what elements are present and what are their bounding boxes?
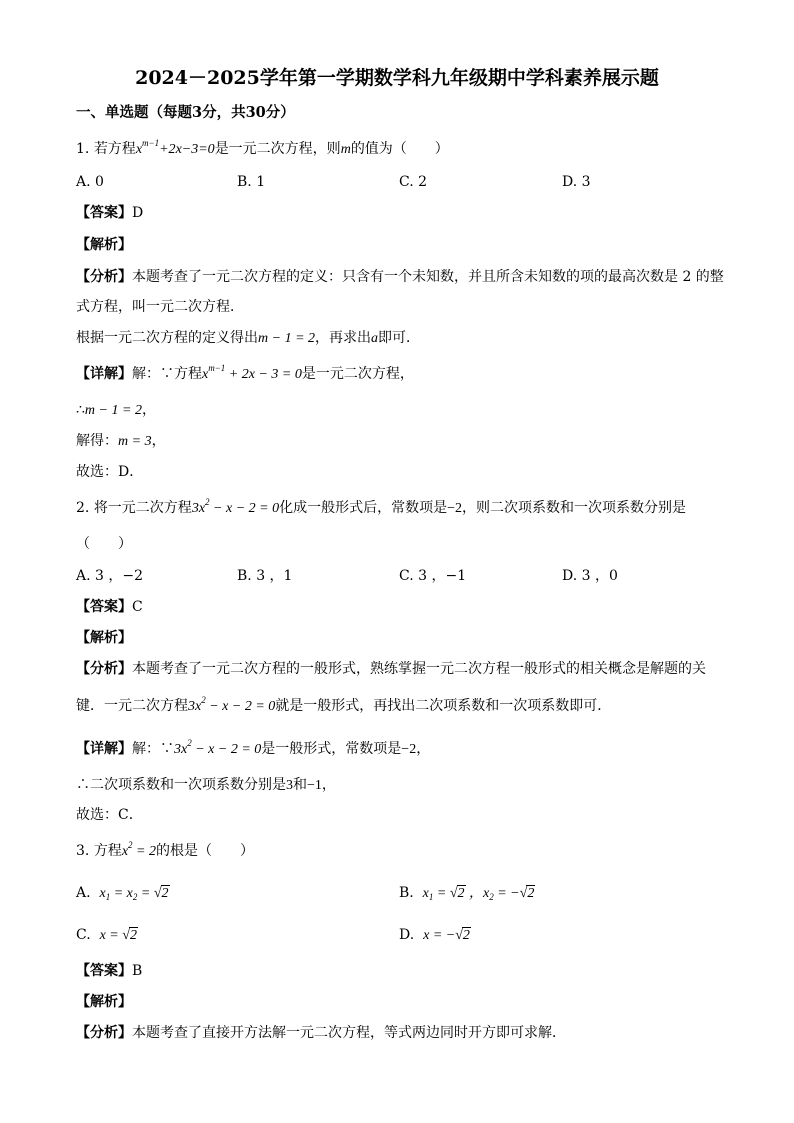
question-2 (76, 499, 686, 518)
math-expression: m − 1 = 2 (84, 403, 142, 418)
math-expression: m − 1 = 2 (258, 331, 316, 346)
solution-step: ∴m − 1 = 2， (76, 402, 156, 418)
option-letter: A. (76, 885, 91, 901)
option-letter: C. (76, 927, 91, 943)
math-expression: m = 3 (118, 434, 152, 449)
solution-text: ∴二次项系数和一次项系数分别是 (76, 777, 286, 793)
detail-sentence: ， (416, 741, 431, 757)
answer-label: 【答案】 (76, 963, 132, 979)
option-a: A. 3 ，−2 (76, 568, 144, 584)
fenxi-label: 【分析】 (76, 661, 132, 677)
option-letter: B. (399, 885, 414, 901)
detail-text (76, 740, 430, 759)
analysis-sentence: 就是一般形式，再找出二次项系数和一次项系数即可． (275, 698, 612, 714)
analysis-text (76, 1024, 566, 1042)
analysis-label: 【解析】 (76, 630, 132, 646)
analysis-text (76, 329, 420, 348)
math-expression: $3x^2 - x - 2 = 0$ (188, 695, 276, 714)
math-expression: x = √2 (99, 928, 137, 943)
answer-label: 【答案】 (76, 599, 132, 615)
solution-punct: ， (321, 777, 336, 793)
section-heading: 一、单选题（每题3分，共30分） (76, 104, 295, 121)
answer-label: 【答案】 (76, 205, 132, 221)
analysis-sentence: 键．一元二次方程 (76, 698, 188, 714)
detail-label: 【详解】 (76, 366, 132, 382)
question-3 (76, 842, 254, 861)
math-expression: x = −√2 (423, 928, 470, 943)
math-expression: $x^{m-1}+2x-3=0$ (135, 138, 215, 157)
analysis-label: 【解析】 (76, 994, 132, 1010)
fenxi-label: 【分析】 (76, 1025, 132, 1041)
analysis-sentence: 本题考查了一元二次方程的定义：只含有一个未知数，并且所含未知数的项的最高次数是 2 的整 (132, 269, 724, 285)
option-b (399, 884, 535, 903)
question-number: 1. (76, 141, 90, 157)
detail-sentence: 解：∵方程 (132, 366, 202, 382)
math-variable: m (340, 142, 351, 157)
answer-value: B (132, 963, 143, 979)
question-text: 若方程 (93, 141, 136, 157)
analysis-label: 【解析】 (76, 237, 132, 253)
math-expression: $x_1 = √2$ ，$x_2 = -√2$ (422, 886, 535, 902)
math-expression: $x^{m-1} + 2x - 3 = 0$ (202, 363, 302, 382)
math-expression: $3x^2 - x - 2 = 0$ (191, 497, 280, 516)
solution-text: 和 (293, 777, 307, 793)
analysis-text: 式方程，叫一元二次方程． (76, 299, 244, 315)
analysis-sentence: 本题考查了一元二次方程的一般形式，熟练掌握一元二次方程一般形式的相关概念是解题的关 (132, 661, 706, 677)
detail-text (76, 365, 414, 384)
question-paren: （ ） (76, 536, 132, 552)
option-d: D. 3 ，0 (562, 568, 618, 584)
question-text: 化成一般形式后，常数项是 (279, 500, 448, 516)
answer-line (76, 598, 143, 616)
analysis-sentence: 根据一元二次方程的定义得出 (76, 330, 258, 346)
question-number: 3. (76, 843, 90, 859)
analysis-sentence: 本题考查了直接开方法解一元二次方程，等式两边同时开方即可求解． (132, 1025, 566, 1041)
analysis-sentence: 即可． (378, 330, 421, 346)
option-a: A. 0 (76, 174, 104, 190)
question-text: 的值为（ ） (350, 141, 449, 157)
question-text: 将一元二次方程 (93, 500, 192, 516)
math-expression: $x^2 = 2$ (121, 840, 156, 859)
solution-punct: ， (151, 433, 166, 449)
analysis-text (76, 697, 611, 716)
analysis-text (76, 660, 706, 678)
math-number: −2 (401, 742, 417, 757)
answer-value: C (132, 599, 143, 615)
analysis-text (76, 268, 724, 286)
solution-punct: ， (141, 402, 156, 418)
math-expression: $x_1 = x_2 = √2$ (99, 886, 169, 902)
option-c: C. 3 ，−1 (399, 568, 467, 584)
option-b: B. 1 (237, 174, 266, 190)
solution-conclusion: 故选：C． (76, 807, 143, 823)
answer-line (76, 204, 143, 222)
option-c: C. 2 (399, 174, 428, 190)
detail-label: 【详解】 (76, 741, 132, 757)
detail-sentence: 解：∵ (132, 741, 174, 757)
answer-line (76, 962, 142, 980)
question-text: 的根是（ ） (155, 843, 254, 859)
option-a (76, 884, 170, 903)
math-expression: $3x^2 - x - 2 = 0$ (174, 738, 262, 757)
solution-conclusion: 故选：D． (76, 464, 144, 480)
math-number: −2 (447, 501, 463, 516)
page-title: 2024－2025学年第一学期数学科九年级期中学科素养展示题 (135, 67, 659, 89)
math-number: 3 (286, 778, 293, 793)
question-text: 是一元二次方程，则 (214, 141, 341, 157)
detail-sentence: 是一元二次方程， (301, 366, 414, 382)
option-d (399, 926, 471, 945)
option-letter: D. (399, 927, 415, 943)
question-1 (76, 140, 449, 159)
detail-sentence: 是一般形式，常数项是 (261, 741, 402, 757)
option-d: D. 3 (562, 174, 591, 190)
math-number: −1 (307, 778, 322, 793)
answer-value: D (132, 205, 144, 221)
fenxi-label: 【分析】 (76, 269, 132, 285)
analysis-sentence: ，再求出 (315, 330, 372, 346)
option-c (76, 926, 138, 945)
question-text: 方程 (93, 843, 122, 859)
question-text: ，则二次项系数和一次项系数分别是 (462, 500, 687, 516)
option-b: B. 3 ，1 (237, 568, 293, 584)
solution-step (76, 432, 166, 451)
solution-step (76, 776, 336, 795)
question-number: 2. (76, 500, 90, 516)
solution-text: 解得： (76, 433, 118, 449)
math-variable: a (371, 331, 379, 346)
